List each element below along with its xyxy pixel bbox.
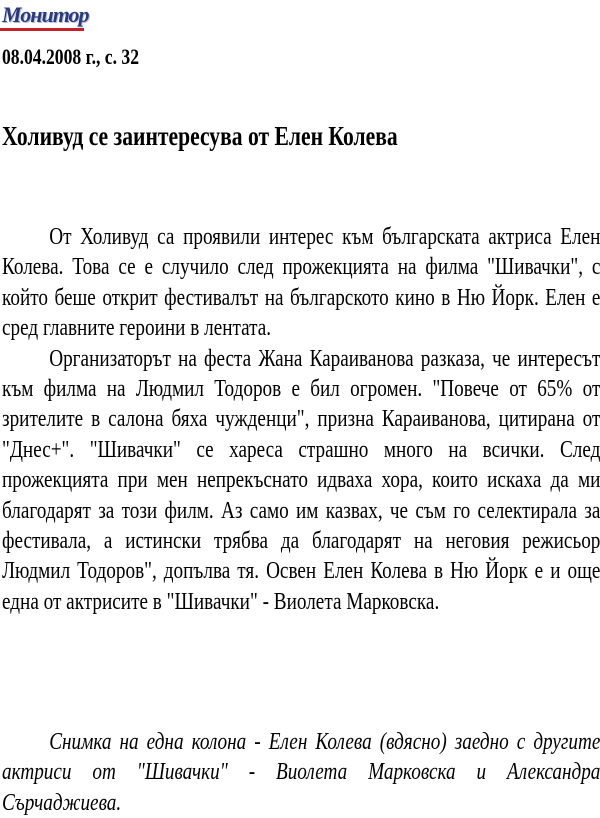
photo-caption	[2, 727, 600, 818]
publication-date-page: 08.04.2008 г., с. 32	[2, 44, 140, 69]
logo-text: Монитор	[2, 2, 89, 27]
caption-text: Снимка на една колона - Елен Колева (вдясно) заедно с другите актриси от "Шивачки" - Виолета Марковска и Александра Сърчаджиева.	[2, 729, 600, 816]
article-title: Холивуд се заинтересува от Елен Колева	[2, 121, 398, 151]
publication-logo	[0, 0, 89, 34]
article-paragraph: Организаторът на феста Жана Караиванова разказа, че интересът към филма на Людмил Тодоров е бил огромен. "Повече от 65% от зрителите в салона бяха чужденци", призна Караиванова, цитирана от "Днес+". "Шивачки" се хареса страшно много на всички. След прожекцията при мен непрекъснато идваха хора, които искаха да ми благодарят за този филм. Аз само им казвах, че съм го селектирала за фестивала, а истински трябва да благодарят на неговия режисьор Людмил Тодоров", допълва тя. Освен Елен Колева в Ню Йорк е и още една от актрисите в "Шивачки" - Виолета Марковска.	[2, 345, 600, 615]
article-paragraph: От Холивуд са проявили интерес към българската актриса Елен Колева. Това се е случило след прожекцията на филма "Шивачки", с който беше открит фестивалът на българското кино в Ню Йорк. Елен е сред главните героини в лентата.	[2, 224, 600, 342]
article-body	[2, 222, 600, 617]
logo-underline	[0, 28, 84, 31]
